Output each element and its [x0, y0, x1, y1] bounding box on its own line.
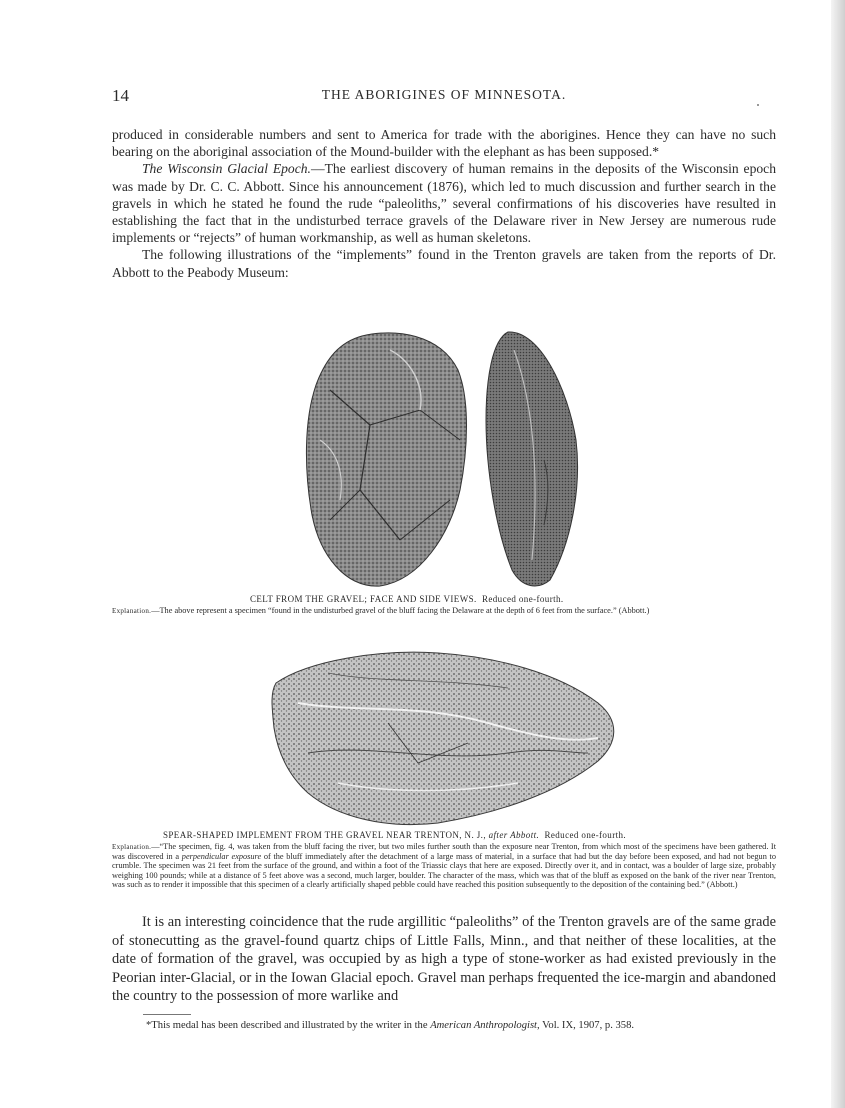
- figure2-caption: [163, 830, 626, 840]
- celt-face-view: [306, 333, 466, 586]
- paragraph-2-text: —The earliest discovery of human remains in the deposits of the Wisconsin epoch was made by Dr. C. C. Abbott. Since his announcement (1876), which led to much discussion and further search in the gravels in which he stated he found the rude “paleoliths,” several confirmations of his discoveries have resulted in establishing the fact that in the undisturbed terrace gravels of the Delaware river in New Jersey are numerous rude implements or “rejects” of human workmanship, as well as human skeletons.: [112, 161, 777, 246]
- paragraph-2: [112, 160, 776, 246]
- footnote-text-1: *This medal has been described and illustrated by the writer in the: [146, 1020, 431, 1031]
- figure2-caption-note: Reduced one-fourth.: [544, 830, 627, 840]
- figure2-explanation-italic: perpendicular exposure: [181, 852, 262, 862]
- body-text-top: [112, 126, 776, 281]
- paragraph-4: It is an interesting coincidence that the rude argillitic “paleoliths” of the Trenton gravels are of the same grade of stonecutting as the gravel-found quartz chips of Little Falls, Minn., and that neither of these localities, at the date of formation of the gravel, was occupied by as high a type of stone-worker as had existed previously in the Peorian inter-Glacial, or in the Iowan Glacial epoch. Gravel man perhaps frequented the ice-margin and abandoned the country to the possession of more warlike and: [112, 914, 776, 1005]
- figure1-explanation-text: —The above represent a specimen “found in the undisturbed gravel of the bluff facing the Delaware at the depth of 6 feet from the surface.” (Abbott.): [151, 606, 650, 615]
- figure2-explanation-text-1: —“The specimen, fig. 4, was taken from the bluff facing the river, but two miles further south than the exposure near Trenton, from which most of the specimens have been gathered. It was discovered in a: [112, 842, 776, 862]
- footnote-text-2: Vol. IX, 1907, p. 358.: [539, 1020, 635, 1031]
- page-gutter-shadow: [831, 0, 845, 1108]
- figure2-explanation-label: Explanation.: [112, 843, 152, 851]
- page-header: [112, 86, 776, 106]
- spear-shaped-implement-illustration: [268, 643, 620, 828]
- footnote-divider: [143, 1014, 191, 1015]
- running-title: THE ABORIGINES OF MINNESOTA.: [321, 87, 567, 102]
- figure1-explanation: [112, 606, 776, 616]
- figure2-explanation-text-2: of the bluff immediately after the detachment of a large mass of material, in a surface that had but the day before been exposed, and had not begun to crumble. The specimen was 21 feet from the surface of the ground, and within a foot of the Triassic clays that here are exposed. Directly over it, and in contact, was a boulder of large size, probably weighing 100 pounds; while at a distance of 5 feet above was a second, much larger, boulder. The character of the mass, which was that of the bluff as exposed on the bank of the river near Trenton, was such as to render it impossible that this specimen of a clearly artificially shaped pebble could have reached this position subsequently to the deposition of the containing bed.” (Abbott.): [112, 852, 776, 889]
- figure2-caption-italic: after Abbott.: [488, 830, 540, 840]
- figure1-caption-title: CELT FROM THE GRAVEL; FACE AND SIDE VIEWS.: [250, 594, 477, 604]
- body-text-bottom: [112, 913, 776, 1006]
- celt-face-side-illustration: [300, 330, 600, 592]
- figure1-explanation-label: Explanation.: [112, 607, 152, 615]
- section-heading-italic: The Wisconsin Glacial Epoch.: [142, 161, 311, 177]
- celt-side-view: [486, 332, 578, 586]
- paragraph-3: The following illustrations of the “implements” found in the Trenton gravels are taken from the reports of Dr. Abbott to the Peabody Museum:: [112, 247, 776, 280]
- page-number: 14: [112, 86, 129, 105]
- figure2-explanation: [112, 842, 776, 889]
- figure1-caption-note: Reduced one-fourth.: [481, 594, 564, 604]
- footnote: [146, 1020, 634, 1031]
- figure1-caption: [250, 594, 564, 604]
- paragraph-1: produced in considerable numbers and sent to America for trade with the aborigines. Hence they can have no such bearing on the aboriginal association of the Mound-builder with the elephant as has been supposed.*: [112, 127, 776, 160]
- figure2-caption-title: SPEAR-SHAPED IMPLEMENT FROM THE GRAVEL NEAR TRENTON, N. J.,: [163, 830, 486, 840]
- footnote-italic: American Anthropologist,: [430, 1020, 540, 1031]
